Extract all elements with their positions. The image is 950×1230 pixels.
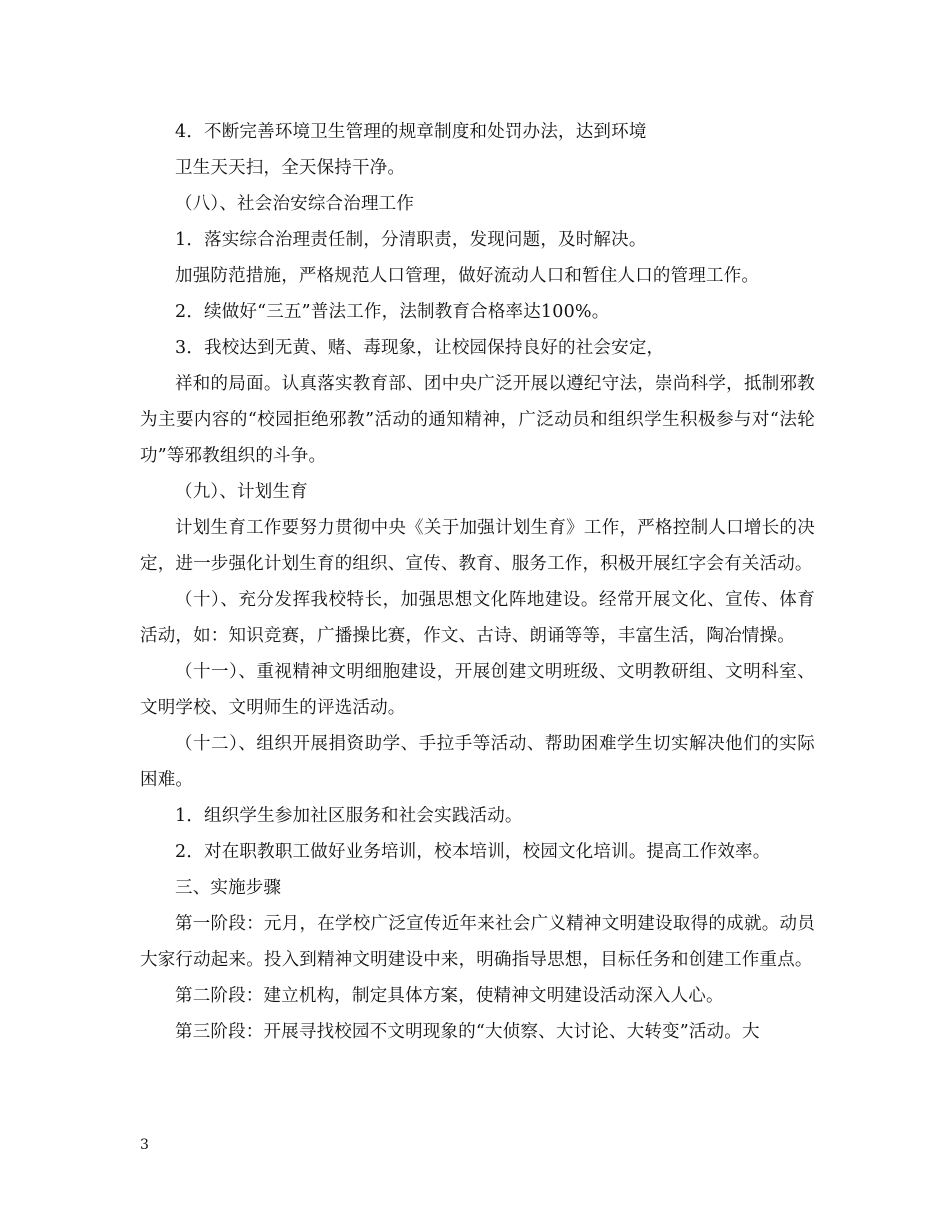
- paragraph: 第三阶段：开展寻找校园不文明现象的“大侦察、大讨论、大转变”活动。大: [175, 1022, 760, 1042]
- paragraph: 加强防范措施，严格规范人口管理，做好流动人口和暂住人口的管理工作。: [175, 266, 760, 286]
- paragraph: 第二阶段：建立机构，制定具体方案，使精神文明建设活动深入人心。: [175, 986, 724, 1006]
- section-heading: 三、实施步骤: [175, 878, 282, 898]
- paragraph: 计划生育工作要努力贯彻中央《关于加强计划生育》工作，严格控制人口增长的决定，进一步强化计划生育的组织、宣传、教育、服务工作，积极开展红字会有关活动。: [140, 518, 815, 574]
- paragraph: （十）、充分发挥我校特长，加强思想文化阵地建设。经常开展文化、宣传、体育活动，如：知识竞赛，广播操比赛，作文、古诗、朗诵等等，丰富生活，陶冶情操。: [140, 590, 815, 646]
- paragraph: 1．组织学生参加社区服务和社会实践活动。: [175, 806, 523, 826]
- paragraph: 第一阶段：元月，在学校广泛宣传近年来社会广义精神文明建设取得的成就。动员大家行动起来。投入到精神文明建设中来，明确指导思想，目标任务和创建工作重点。: [140, 914, 815, 970]
- paragraph: 2．对在职教职工做好业务培训，校本培训，校园文化培训。提高工作效率。: [175, 842, 771, 862]
- paragraph: 1．落实综合治理责任制，分清职责，发现问题，及时解决。: [175, 230, 647, 250]
- paragraph: （十二）、组织开展捐资助学、手拉手等活动、帮助困难学生切实解决他们的实际困难。: [140, 734, 815, 790]
- document-body: [140, 114, 815, 1050]
- paragraph: 祥和的局面。认真落实教育部、团中央广泛开展以遵纪守法，崇尚科学，抵制邪教为主要内容的“校园拒绝邪教”活动的通知精神，广泛动员和组织学生积极参与对“法轮功”等邪教组织的斗争。: [140, 374, 815, 466]
- paragraph: 3．我校达到无黄、赌、毒现象，让校园保持良好的社会安定，: [175, 338, 665, 358]
- page-number: 3: [140, 1137, 149, 1153]
- paragraph: （十一）、重视精神文明细胞建设，开展创建文明班级、文明教研组、文明科室、文明学校、文明师生的评选活动。: [140, 662, 815, 718]
- section-heading: （九）、计划生育: [175, 482, 308, 502]
- section-heading: （八）、社会治安综合治理工作: [175, 194, 415, 214]
- paragraph: 4．不断完善环境卫生管理的规章制度和处罚办法，达到环境: [175, 122, 647, 142]
- paragraph: 2．续做好“三五”普法工作，法制教育合格率达100%。: [175, 302, 610, 322]
- paragraph: 卫生天天扫，全天保持干净。: [175, 158, 406, 178]
